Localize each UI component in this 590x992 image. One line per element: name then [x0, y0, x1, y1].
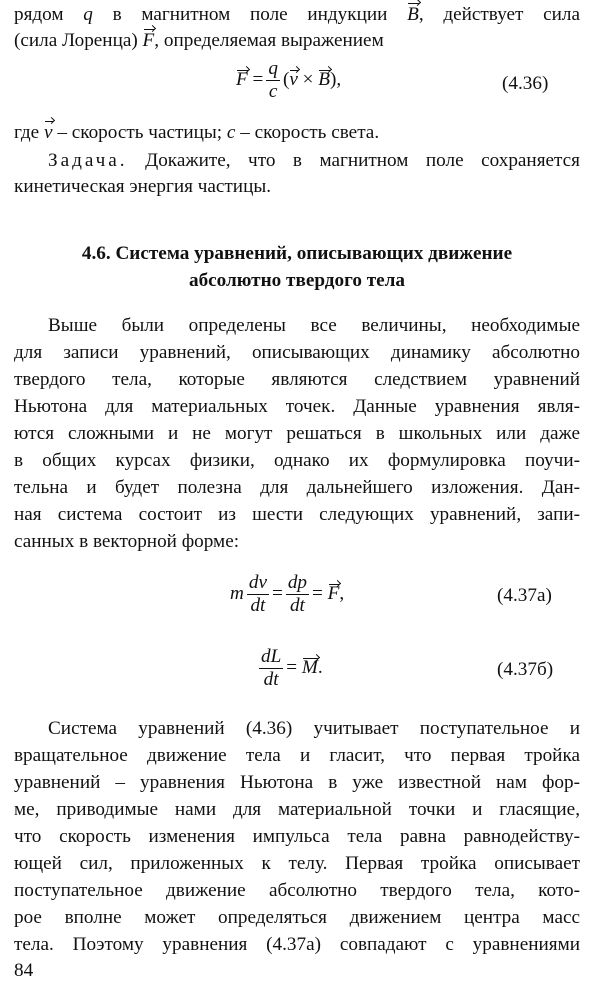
text-line: ме, приводимые нами для материальной точки и гласящие, [14, 799, 580, 820]
equation-number: (4.37а) [497, 585, 552, 606]
fraction: $\frac{q}{c}$ [268, 58, 278, 102]
task-label: Задача. [48, 150, 128, 171]
text-line: где v – скорость частицы; c – скорость света. [14, 120, 580, 146]
section-heading-line-1: 4.6. Система уравнений, описывающих движение [81, 243, 513, 264]
text-line: уравнений – уравнения Ньютона в уже известной нам фор- [14, 772, 580, 793]
vector-B: B [407, 2, 419, 28]
text-line: Задача. Докажите, что в магнитном поле сохраняется [48, 150, 580, 171]
text-line: тела. Поэтому уравнения (4.37а) совпадают с уравнениями [14, 934, 580, 955]
fraction: $\frac{dL}{dt}$ [261, 646, 282, 690]
text-line: Система уравнений (4.36) учитывает поступательное и [48, 718, 580, 739]
text-line: (сила Лоренца) F, определяемая выражением [14, 28, 580, 54]
text-line: ются сложными и не могут решаться в школьных или даже [14, 423, 580, 444]
equation-number: (4.36) [502, 73, 549, 94]
text-line: вращательное движение тела и гласит, что первая тройка [14, 745, 580, 766]
text-line: для записи уравнений, описывающих динамику абсолютно [14, 342, 580, 363]
text-line: Выше были определены все величины, необходимые [48, 315, 580, 336]
fraction: $\frac{dv}{dt}$ [248, 572, 267, 616]
text-line: ющей сил, приложенных к телу. Первая тройка описывает [14, 853, 580, 874]
text-line: рое вполне может определяться движением центра масс [14, 907, 580, 928]
text-line: кинетическая энергия частицы. [14, 176, 272, 197]
text-line: санных в векторной форме: [14, 531, 240, 552]
equation-4-36: F = $\frac{q}{c}$ (v × B), [236, 58, 342, 102]
equation-4-37b: $\frac{dL}{dt}$ = M. [261, 646, 323, 690]
text-line: тельна и будет полезна для дальнейшего изложения. Дан- [14, 477, 580, 498]
section-heading-line-2: абсолютно твердого тела [188, 270, 406, 291]
page-number: 84 [14, 960, 34, 981]
text-line: что скорость изменения импульса тела равна равнодейству- [14, 826, 580, 847]
text-line: рядом q в магнитном поле индукции B, действует сила [14, 2, 580, 28]
fraction: $\frac{dp}{dt}$ [287, 572, 307, 616]
text-line: Ньютона для материальных точек. Данные уравнения явля- [14, 396, 580, 417]
text-line: в общих курсах физики, однако их формулировка поучи- [14, 450, 580, 471]
text-line: твердого тела, которые являются следствием уравнений [14, 369, 580, 390]
vector-F: F [143, 28, 155, 54]
text-line: ная система состоит из шести следующих уравнений, запи- [14, 504, 580, 525]
equation-number: (4.37б) [497, 659, 554, 680]
text-line: поступательное движение абсолютно твердого тела, кото- [14, 880, 580, 901]
equation-4-37a: m $\frac{dv}{dt}$ = $\frac{dp}{dt}$ = F, [230, 572, 345, 616]
